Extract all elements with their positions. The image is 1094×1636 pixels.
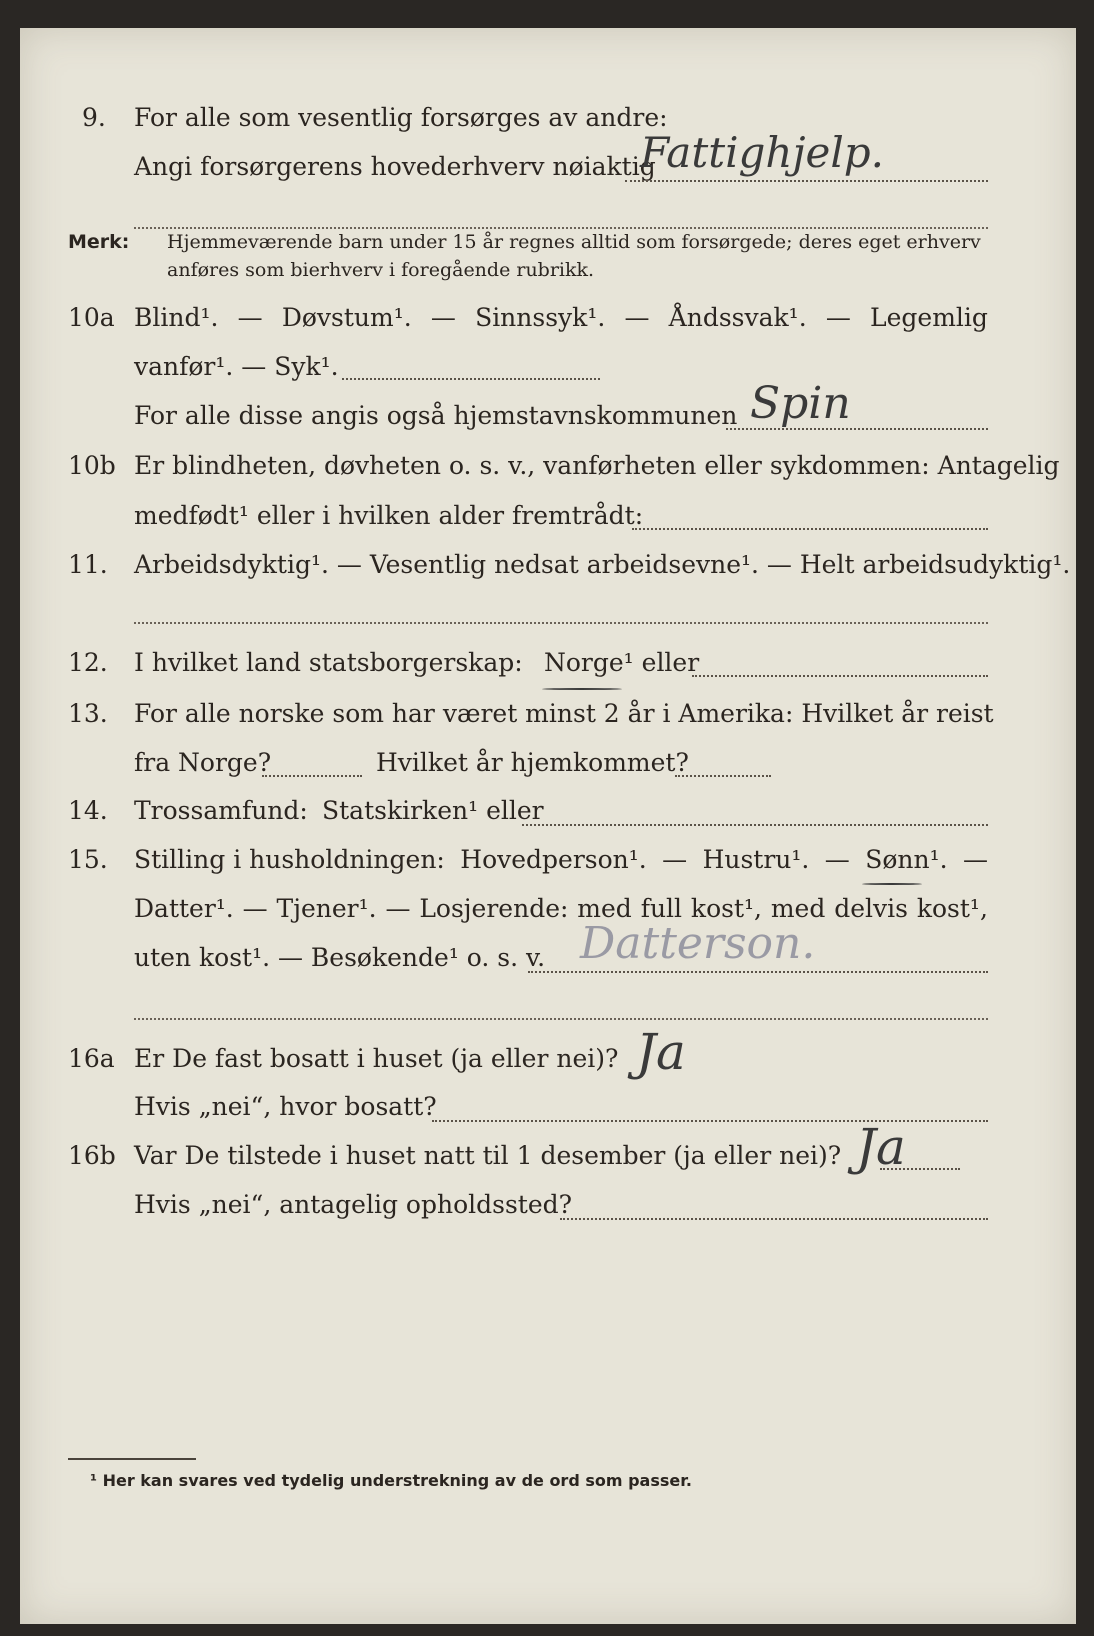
handwritten-answer: Ja (636, 1023, 686, 1081)
handwritten-answer: Ja (856, 1118, 906, 1176)
question-word: — (825, 303, 851, 332)
underline-mark (542, 688, 622, 690)
question-number: 10a (68, 303, 115, 332)
note-text: anføres som bierhverv i foregående rubrikk. (167, 259, 595, 281)
question-number: 10b (68, 451, 116, 480)
question-word: — (824, 845, 850, 874)
handwritten-answer: Fattighjelp. (640, 128, 885, 177)
question-number: 13. (68, 699, 108, 728)
question-text: Hvilket år hjemkommet? (376, 748, 689, 777)
footnote-rule (68, 1458, 196, 1460)
question-word: kost¹, (690, 894, 762, 923)
question-text: Hvis „nei“, antagelig opholdssted? (134, 1190, 573, 1219)
question-word: Datter¹. (134, 894, 234, 923)
question-number: 9. (82, 103, 106, 132)
question-text: For alle disse angis også hjemstavnskommunen (134, 401, 738, 430)
question-text (134, 894, 988, 924)
answer-line (342, 378, 600, 380)
question-word: full (640, 894, 683, 923)
question-number: 11. (68, 550, 108, 579)
note-text: Hjemmeværende barn under 15 år regnes alltid som forsørgede; deres eget erhverv (167, 231, 981, 253)
question-word: Døvstum¹. (281, 303, 412, 332)
option-statskirken: Statskirken¹ eller (322, 796, 544, 825)
question-word: — (662, 845, 688, 874)
question-text: Er De fast bosatt i huset (ja eller nei)? (134, 1044, 619, 1073)
question-text: I hvilket land statsborgerskap: (134, 648, 523, 677)
question-word: kost¹, (916, 894, 988, 923)
question-word: — (385, 894, 411, 923)
question-number: 16b (68, 1141, 116, 1170)
answer-line (692, 675, 988, 677)
question-word: Blind¹. (134, 303, 219, 332)
question-word: — (242, 894, 268, 923)
question-word: Stilling i husholdningen: (134, 845, 445, 874)
question-number: 12. (68, 648, 108, 677)
question-text: Angi forsørgerens hovederhverv nøiaktig (134, 152, 656, 181)
answer-line (632, 528, 988, 530)
handwritten-answer: Datterson. (580, 918, 816, 969)
question-word: — (624, 303, 650, 332)
question-word: — (237, 303, 263, 332)
question-text: Arbeidsdyktig¹. — Vesentlig nedsat arbeidsevne¹. — Helt arbeidsudyktig¹. (134, 550, 1071, 579)
question-text: Var De tilstede i huset natt til 1 desember (ja eller nei)? (134, 1141, 842, 1170)
question-text: Trossamfund: (134, 796, 308, 825)
answer-line (560, 1218, 988, 1220)
underline-mark (862, 883, 922, 885)
question-text (134, 303, 988, 333)
answer-line (134, 622, 988, 624)
question-word: Losjerende: (419, 894, 569, 923)
question-number: 16a (68, 1044, 115, 1073)
question-word: Tjener¹. (276, 894, 377, 923)
question-word: Sinnssyk¹. (475, 303, 606, 332)
question-word: delvis (834, 894, 908, 923)
question-word: Sønn¹. (865, 845, 948, 874)
question-word: — (962, 845, 988, 874)
question-word: Hovedperson¹. (460, 845, 647, 874)
question-number: 14. (68, 796, 108, 825)
option-norge: Norge¹ eller (544, 648, 700, 677)
question-text: For alle som vesentlig forsørges av andre: (134, 103, 668, 132)
question-number: 15. (68, 845, 108, 874)
answer-line (625, 180, 988, 182)
question-text: For alle norske som har været minst 2 år i Amerika: Hvilket år reist (134, 699, 994, 728)
handwritten-answer: Spin (750, 378, 851, 429)
answer-line (675, 775, 771, 777)
question-text: Er blindheten, døvheten o. s. v., vanførheten eller sykdommen: Antagelig (134, 451, 1060, 480)
note-label: Merk: (68, 231, 130, 253)
question-text: Hvis „nei“, hvor bosatt? (134, 1092, 437, 1121)
question-word: Hustru¹. (702, 845, 810, 874)
question-word: Legemlig (870, 303, 988, 332)
question-text: vanfør¹. — Syk¹. (134, 352, 339, 381)
answer-line (262, 775, 362, 777)
answer-line (522, 824, 988, 826)
footnote: ¹ Her kan svares ved tydelig understrekning av de ord som passer. (90, 1471, 692, 1490)
note (68, 228, 129, 256)
divider (134, 1018, 988, 1020)
question-word: Åndssvak¹. (668, 303, 807, 332)
question-text: uten kost¹. — Besøkende¹ o. s. v. (134, 943, 546, 972)
question-text: fra Norge? (134, 748, 272, 777)
census-form-page (20, 28, 1076, 1624)
question-text (134, 845, 988, 875)
answer-line (528, 971, 988, 973)
question-text: medfødt¹ eller i hvilken alder fremtrådt: (134, 501, 644, 530)
question-word: med (577, 894, 632, 923)
question-word: — (430, 303, 456, 332)
question-word: med (770, 894, 826, 923)
